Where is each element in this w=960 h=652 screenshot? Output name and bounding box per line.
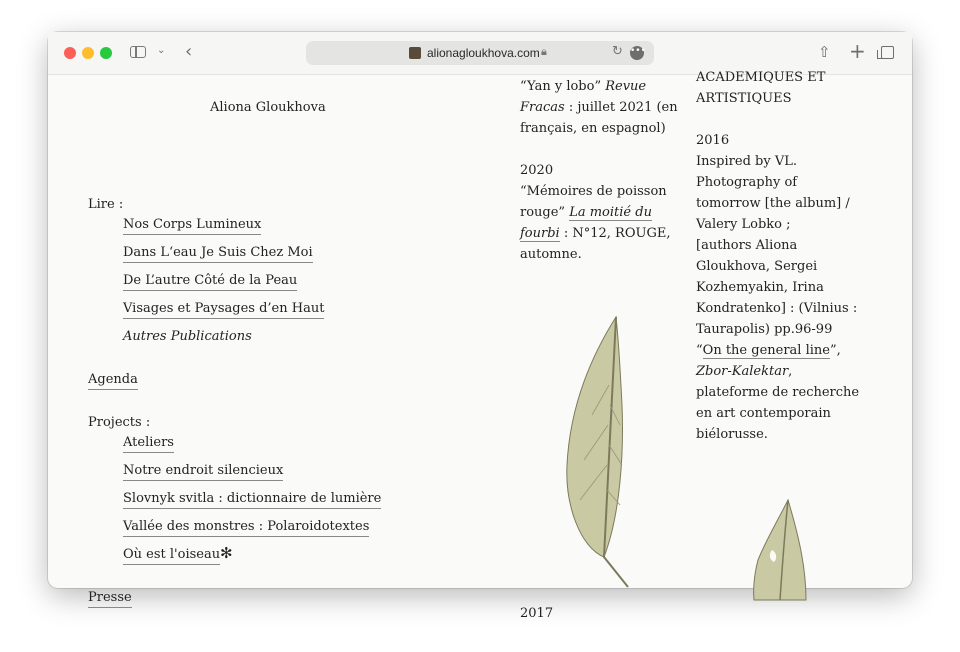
pub-text: : N°12, ROUGE, [559, 226, 671, 241]
nav-link-ou-est-loiseau[interactable]: Où est l'oiseau [123, 545, 220, 565]
nav-link-notre-endroit[interactable]: Notre endroit silencieux [123, 461, 283, 481]
entry-text: , [788, 364, 793, 379]
nav-link-nos-corps-lumineux[interactable]: Nos Corps Lumineux [123, 215, 261, 235]
nav-link-presse[interactable]: Presse [88, 588, 132, 608]
entry-text: en art contemporain [696, 406, 831, 421]
page-content [48, 70, 912, 621]
browser-window [48, 32, 912, 621]
reload-icon[interactable]: ↻ [612, 44, 623, 59]
section-heading: ARTISTIQUES [696, 91, 792, 106]
new-tab-icon[interactable]: + [849, 39, 866, 63]
projects-label: Projects : [88, 415, 151, 430]
entry-text: Kozhemyakin, Irina [696, 280, 824, 295]
pub-text: français, en espagnol) [520, 121, 666, 136]
nav-link-agenda[interactable]: Agenda [88, 370, 138, 390]
entry-text: biélorusse. [696, 427, 768, 442]
minimize-window-button[interactable] [82, 47, 94, 59]
nav-link-visages-et-paysages[interactable]: Visages et Paysages d’en Haut [123, 299, 324, 319]
entry-text: tomorrow [the album] / [696, 196, 850, 211]
section-heading: ACADEMIQUES ET [696, 70, 826, 85]
entry-text: plateforme de recherche [696, 385, 860, 400]
leaf-image [562, 315, 632, 595]
pub-text: “Mémoires de poisson [520, 184, 667, 199]
share-icon[interactable]: ⇧ [818, 43, 831, 61]
lock-icon: 🔒︎ [541, 45, 547, 58]
back-arrow-icon[interactable]: ‹ [185, 41, 193, 62]
entry-text: Kondratenko] : (Vilnius : [696, 301, 858, 316]
nav-link-vallee-des-monstres[interactable]: Vallée des monstres : Polaroidotextes [123, 517, 369, 537]
entry-text: Gloukhova, Sergei [696, 259, 818, 274]
tab-overview-icon[interactable] [881, 46, 894, 59]
entry-text: Photography of [696, 175, 798, 190]
close-window-button[interactable] [64, 47, 76, 59]
leaf-fragment-image [748, 500, 808, 600]
pub-link-fourbi[interactable]: fourbi [520, 226, 560, 241]
entry-journal: Zbor-Kalektar [696, 364, 789, 379]
site-favicon-icon [409, 47, 421, 59]
entry-text: ”, [829, 343, 841, 358]
entry-year: 2016 [696, 133, 730, 148]
more-options-icon[interactable]: ••• [630, 46, 644, 60]
pub-link-la-moitie-du-fourbi[interactable]: La moitié du [569, 205, 652, 220]
entry-text: Inspired by VL. [696, 154, 797, 169]
pub-text: “Yan y lobo” [520, 79, 602, 94]
pub-text: automne. [520, 247, 582, 262]
zoom-window-button[interactable] [100, 47, 112, 59]
chevron-down-icon[interactable]: ⌄ [157, 45, 166, 56]
entry-text: “ [696, 343, 703, 358]
entry-text: Taurapolis) pp.96-99 [696, 322, 833, 337]
entry-text: [authors Aliona [696, 238, 798, 253]
nav-link-ateliers[interactable]: Ateliers [123, 433, 174, 453]
lire-label: Lire : [88, 197, 124, 212]
pub-text: : juillet 2021 (en [564, 100, 678, 115]
pub-journal: Fracas [520, 100, 565, 115]
asterisk-icon: ✻ [220, 544, 233, 562]
author-name: Aliona Gloukhova [210, 100, 326, 115]
nav-link-dans-leau[interactable]: Dans L‘eau Je Suis Chez Moi [123, 243, 313, 263]
entry-text: Valery Lobko ; [696, 217, 791, 232]
pub-text: rouge” [520, 205, 570, 220]
pub-journal: Revue [605, 79, 647, 94]
pub-year: 2020 [520, 163, 554, 178]
address-bar[interactable] [306, 41, 654, 65]
entry-link-on-the-general-line[interactable]: On the general line [702, 343, 830, 358]
nav-link-autres-publications[interactable]: Autres Publications [123, 329, 252, 344]
pub-year: 2017 [520, 606, 554, 621]
sidebar-toggle-icon[interactable] [130, 46, 146, 58]
nav-link-slovnyk-svitla[interactable]: Slovnyk svitla : dictionnaire de lumière [123, 489, 381, 509]
url-text[interactable]: alionagloukhova.com [427, 46, 540, 60]
nav-link-de-lautre-cote[interactable]: De L’autre Côté de la Peau [123, 271, 297, 291]
